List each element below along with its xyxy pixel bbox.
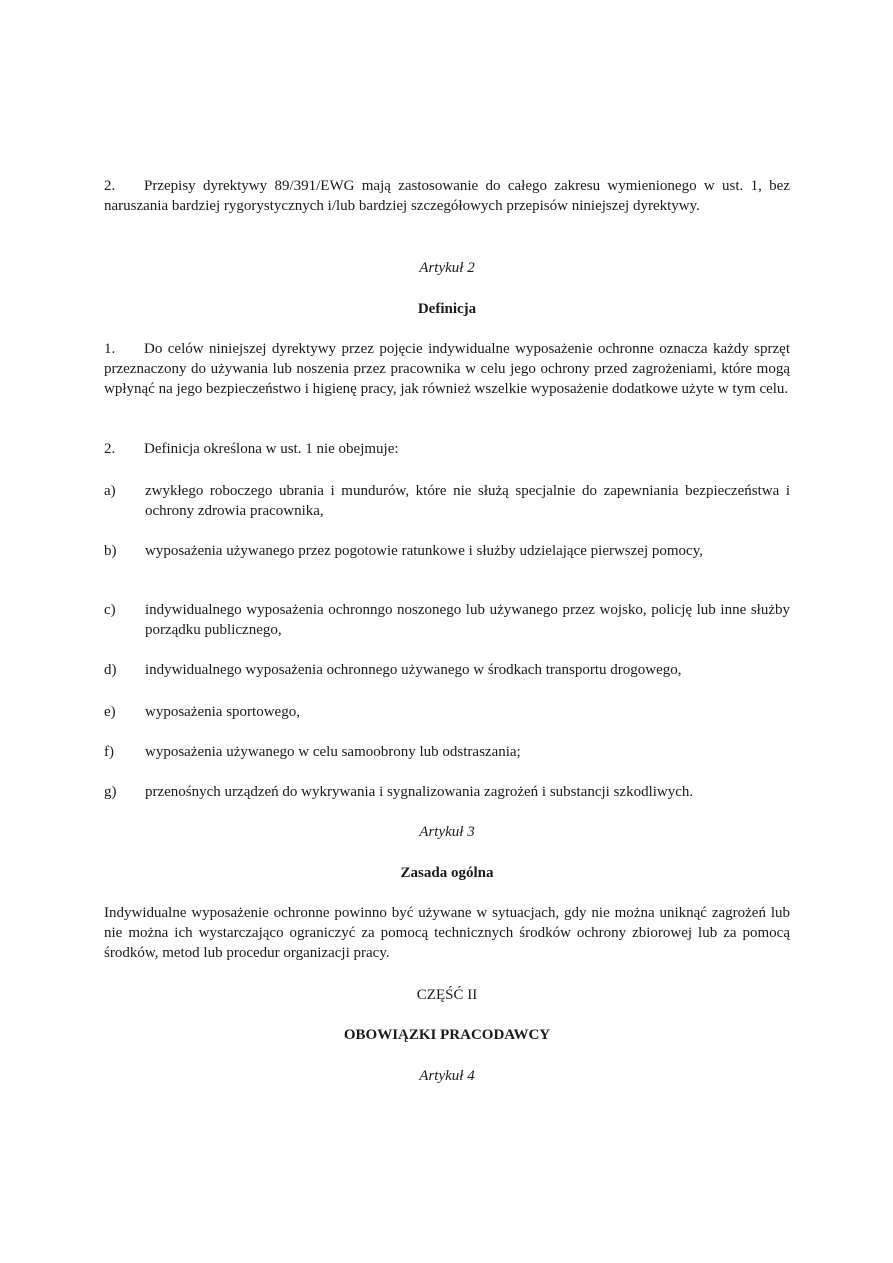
article-2-title: Definicja — [417, 301, 477, 317]
paragraph-number: 1. — [104, 341, 116, 357]
list-item-letter: c) — [104, 602, 116, 618]
list-item-text: przenośnych urządzeń do wykrywania i sygnalizowania zagrożeń i substancji szkodliwych. — [145, 784, 694, 800]
list-item-letter: d) — [104, 662, 117, 678]
paragraph-art2-2 — [104, 439, 790, 459]
paragraph-text: Do celów niniejszej dyrektywy przez pojęcie indywidualne wyposażenie ochronne oznacza każdy sprzęt przeznaczony do używania lub noszenia przez pracownika w celu jego ochrony przed zagrożeniami, które mogą wpłynąć na jego bezpieczeństwo i higienę pracy, jak również wszelkie wyposażenie dodatkowe użyte w tym celu. — [104, 341, 790, 397]
article-3-title: Zasada ogólna — [400, 865, 494, 881]
part-2-title: OBOWIĄZKI PRACODAWCY — [343, 1027, 551, 1043]
article-3-heading: Artykuł 3 — [419, 824, 475, 840]
article-4-heading: Artykuł 4 — [419, 1068, 475, 1084]
list-item-letter: a) — [104, 483, 116, 499]
list-item-letter: g) — [104, 784, 117, 800]
list-item-e — [104, 702, 790, 722]
list-item-text: zwykłego roboczego ubrania i mundurów, które nie służą specjalnie do zapewniania bezpieczeństwa i ochrony zdrowia pracownika, — [145, 483, 790, 519]
paragraph-art3 — [104, 903, 790, 963]
article-2-heading: Artykuł 2 — [419, 260, 475, 276]
list-item-d — [104, 660, 790, 680]
paragraph-text: Przepisy dyrektywy 89/391/EWG mają zastosowanie do całego zakresu wymienionego w ust. 1, bez naruszania bardziej rygorystycznych i/lub bardziej szczegółowych przepisów niniejszej dyrektywy. — [104, 178, 790, 214]
list-item-text: indywidualnego wyposażenia ochronnego używanego w środkach transportu drogowego, — [145, 662, 682, 678]
list-item-text: wyposażenia sportowego, — [145, 704, 300, 720]
list-item-letter: b) — [104, 543, 117, 559]
list-item-text: wyposażenia używanego w celu samoobrony lub odstraszania; — [145, 744, 521, 760]
list-item-text: indywidualnego wyposażenia ochronngo noszonego lub używanego przez wojsko, policję lub inne służby porządku publicznego, — [145, 602, 790, 638]
list-item-g — [104, 782, 790, 802]
paragraph-text: Definicja określona w ust. 1 nie obejmuje: — [144, 441, 399, 457]
list-item-c — [104, 600, 790, 640]
list-item-letter: f) — [104, 744, 114, 760]
list-item-text: wyposażenia używanego przez pogotowie ratunkowe i służby udzielające pierwszej pomocy, — [145, 543, 703, 559]
part-2-label: CZĘŚĆ II — [416, 987, 478, 1003]
paragraph-art1-2 — [104, 176, 790, 216]
list-item-letter: e) — [104, 704, 116, 720]
list-item-f — [104, 742, 790, 762]
paragraph-art2-1 — [104, 339, 790, 399]
paragraph-number: 2. — [104, 441, 116, 457]
list-item-b — [104, 541, 790, 561]
paragraph-text: Indywidualne wyposażenie ochronne powinno być używane w sytuacjach, gdy nie można uniknąć zagrożeń lub nie można ich wystarczająco ograniczyć za pomocą technicznych środków ochrony zbiorowej lub za pomocą środków, metod lub procedur organizacji pracy. — [104, 905, 790, 961]
list-item-a — [104, 481, 790, 521]
paragraph-number: 2. — [104, 178, 116, 194]
